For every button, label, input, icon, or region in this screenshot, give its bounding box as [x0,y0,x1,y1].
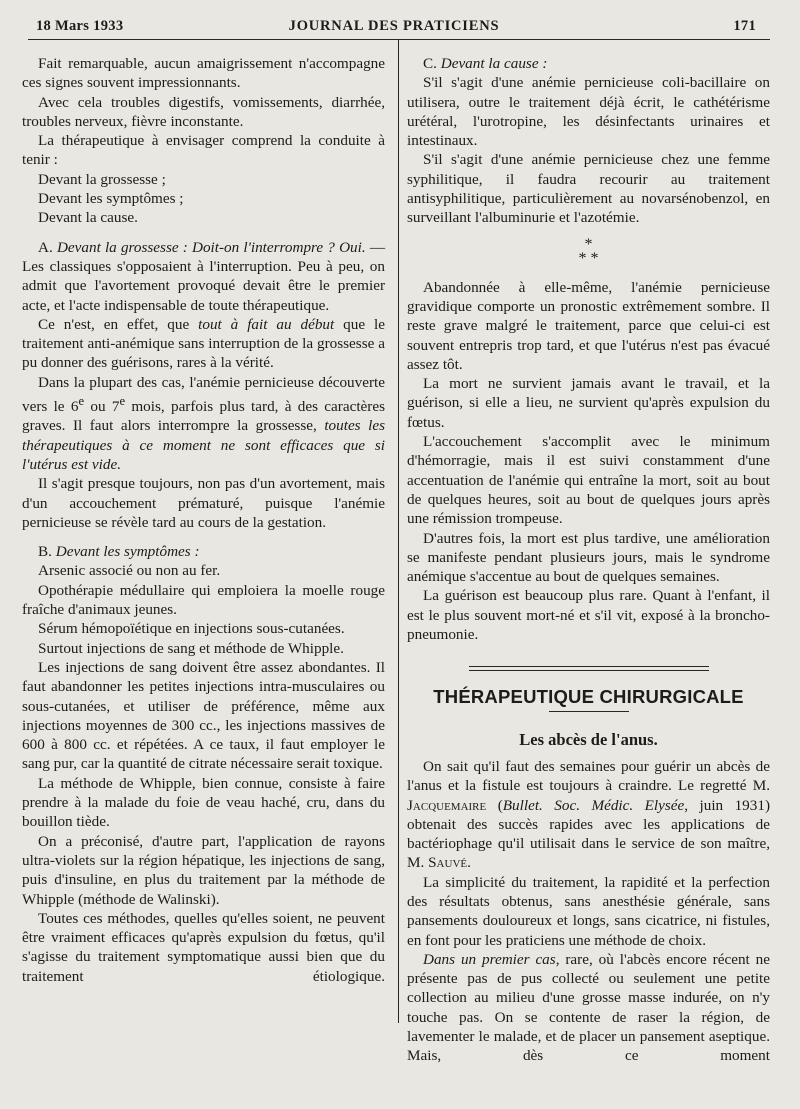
emphasis: toutes les thérapeutiques à ce moment ne sont efficaces que si l'utérus est vide. [22,417,385,473]
article-title: Les abcès de l'anus. [519,729,658,749]
text-run: . [467,854,471,872]
paragraph: Fait remarquable, aucun amaigrissement n'accompagne ces signes souvent impressionnants. [22,55,385,92]
double-rule [469,666,709,671]
section-b [22,542,385,561]
section-heading: Devant la grossesse : Doit-on l'interrompre ? Oui. [56,238,366,256]
text-run: , rare, où l'abcès encore récent ne présente pas de pus collecté ou seulement une petite collection au milieu d'une grosse masse indurée, on n'y touche pas. On se contente de raser la région, de lavementer le malade, et de placer un pansement aseptique. Mais, dès ce moment [407,950,770,1065]
text-run: que le traitement anti-anémique sans interruption de la grossesse a pu donner des guérisons, rares à la vérité. [22,315,385,372]
header-rule [28,39,770,40]
paragraph [407,757,770,873]
issue-date: 18 Mars 1933 [36,18,124,34]
section-c [407,54,770,73]
section-heading: Devant la cause : [440,55,548,72]
section-a [22,238,385,315]
journal-title: JOURNAL DES PRATICIENS [288,18,500,34]
paragraph: Toutes ces méthodes, quelles qu'elles soient, ne peuvent être vraiment efficaces qu'après expulsion du fœtus, qu'il s'agisse du traitement symptomatique aussi bien que du traitement étiologique. [22,909,385,985]
list-item: Devant la cause. [38,209,138,227]
page-header [28,14,760,40]
emphasis: tout à fait au début [198,315,335,333]
left-column [22,54,385,986]
paragraph: Abandonnée à elle-même, l'anémie pernicieuse gravidique comporte un pronostic extrêmement sombre. Il reste grave malgré le traitement, parce que celui-ci est souvent entrepris trop tard, et que l'utérus n'est pas évacué assez tôt. [407,278,770,373]
paragraph [22,315,385,373]
text-run: ( [486,796,503,814]
text-run: , juin 1931) obtenait des succès rapides avec les applications de bactériophage qu'il utilisait dans le service de son maître, M. [407,796,771,872]
paragraph: La thérapeutique à envisager comprend la conduite à tenir : [22,132,385,169]
paragraph: Les injections de sang doivent être assez abondantes. Il faut abandonner les petites injections intra-musculaires ou sous-cutanées, et utiliser de préférence, même aux injections moyennes de 300 cc., les injections massives de 600 à 800 cc. et répétées. A ce taux, il faut employer le sang pur, car la quantité de citrate nécessaire serait toxique. [22,658,385,773]
section-text: — Les classiques s'opposaient à l'interruption. Peu à peu, on admit que l'avortement provoqué devait être le premier acte, et l'acte indispensable de toute thérapeutique. [22,238,386,314]
paragraph: L'accouchement s'accomplit avec le minimum d'hémorragie, mais il est suivi constamment d'une accentuation de l'anémie qui entraîne la mort, soit au bout de quelques heures, soit au bout de quelques jours après une rémission trompeuse. [407,433,770,528]
text-run: On sait qu'il faut des semaines pour guérir un abcès de l'anus et la fistule est toujours à craindre. Le regretté M. [407,757,770,795]
paragraph: Opothérapie médullaire qui emploiera la moelle rouge fraîche d'animaux jeunes. [22,581,385,619]
text-run: Ce n'est, en effet, que [38,315,199,333]
paragraph [407,950,770,1066]
citation: Bullet. Soc. Médic. Elysée [502,796,685,814]
paragraph: La guérison est beaucoup plus rare. Quant à l'enfant, il est le plus souvent mort-né et s'il vit, exposé à la broncho-pneumonie. [407,587,770,644]
superscript: e [119,394,126,409]
paragraph [22,373,385,475]
text-run: ou 7 [84,398,120,416]
superscript: e [78,394,85,409]
paragraph: La simplicité du traitement, la rapidité et la perfection des résultats obtenus, sans anesthésie générale, sans pansements douloureux et longs, sans cicatrice, ni fistules, en font pour les praticiens une méthode de choix. [407,873,770,949]
right-column [407,54,770,1066]
text-run: mois, parfois plus tard, à des caractères graves. Il faut alors interrompre la grossesse, [22,398,386,435]
paragraph: S'il s'agit d'une anémie pernicieuse chez une femme syphilitique, il faudra recourir au traitement antisyphilitique, particulièrement au novarsénobenzol, en surveillant l'albuminurie et l'azotémie. [407,151,770,227]
paragraph: La mort ne survient jamais avant le travail, et la guérison, si elle a lieu, ne survient qu'après expulsion du fœtus. [407,375,770,431]
asterism-bottom: * * [578,249,599,267]
section-letter: B. [38,543,52,561]
paragraph: D'autres fois, la mort est plus tardive, une amélioration se manifeste pendant plusieurs jours, mais le syndrome anémique s'accentue au bout de quelques semaines. [407,529,770,586]
paragraph: Sérum hémopoïétique en injections sous-cutanées. [38,620,345,638]
paragraph: Surtout injections de sang et méthode de Whipple. [38,639,344,657]
asterism-top: * [584,235,593,253]
asterism [407,235,770,267]
paragraph: Arsenic associé ou non au fer. [38,562,221,580]
column-rule [398,40,399,1023]
list-item: Devant les symptômes ; [38,190,184,208]
paragraph: Avec cela troubles digestifs, vomissements, diarrhée, troubles nerveux, fièvre inconstante. [22,93,385,130]
section-title: THÉRAPEUTIQUE CHIRURGICALE [433,686,744,708]
section-letter: C. [423,55,437,72]
section-heading: Devant les symptômes : [55,543,200,561]
section-letter: A. [38,238,53,256]
list-item: Devant la grossesse ; [38,170,166,188]
author-name: Jacquemaire [407,796,487,814]
paragraph: S'il s'agit d'une anémie pernicieuse coli-bacillaire on utilisera, outre le traitement déjà écrit, le cathétérisme urétéral, l'urotropine, les désinfectants urinaires et intestinaux. [407,74,770,150]
page-number: 171 [733,18,756,34]
emphasis: Dans un premier cas [423,950,556,968]
title-underline [549,711,629,712]
paragraph: La méthode de Whipple, bien connue, consiste à faire prendre à la malade du foie de veau haché, cru, dans du bouillon tiède. [22,774,385,831]
paragraph: On a préconisé, d'autre part, l'application de rayons ultra-violets sur la région hépatique, les injections de sang, puis d'insuline, en plus du traitement par la méthode de Whipple (méthode de Walinski). [22,832,385,908]
author-name: Sauvé [428,854,468,872]
paragraph: Il s'agit presque toujours, non pas d'un avortement, mais d'un accouchement prématuré, puisque l'anémie pernicieuse se révèle tard au cours de la gestation. [22,475,385,531]
text-run: Dans la plupart des cas, l'anémie pernicieuse découverte vers le 6 [22,373,385,416]
